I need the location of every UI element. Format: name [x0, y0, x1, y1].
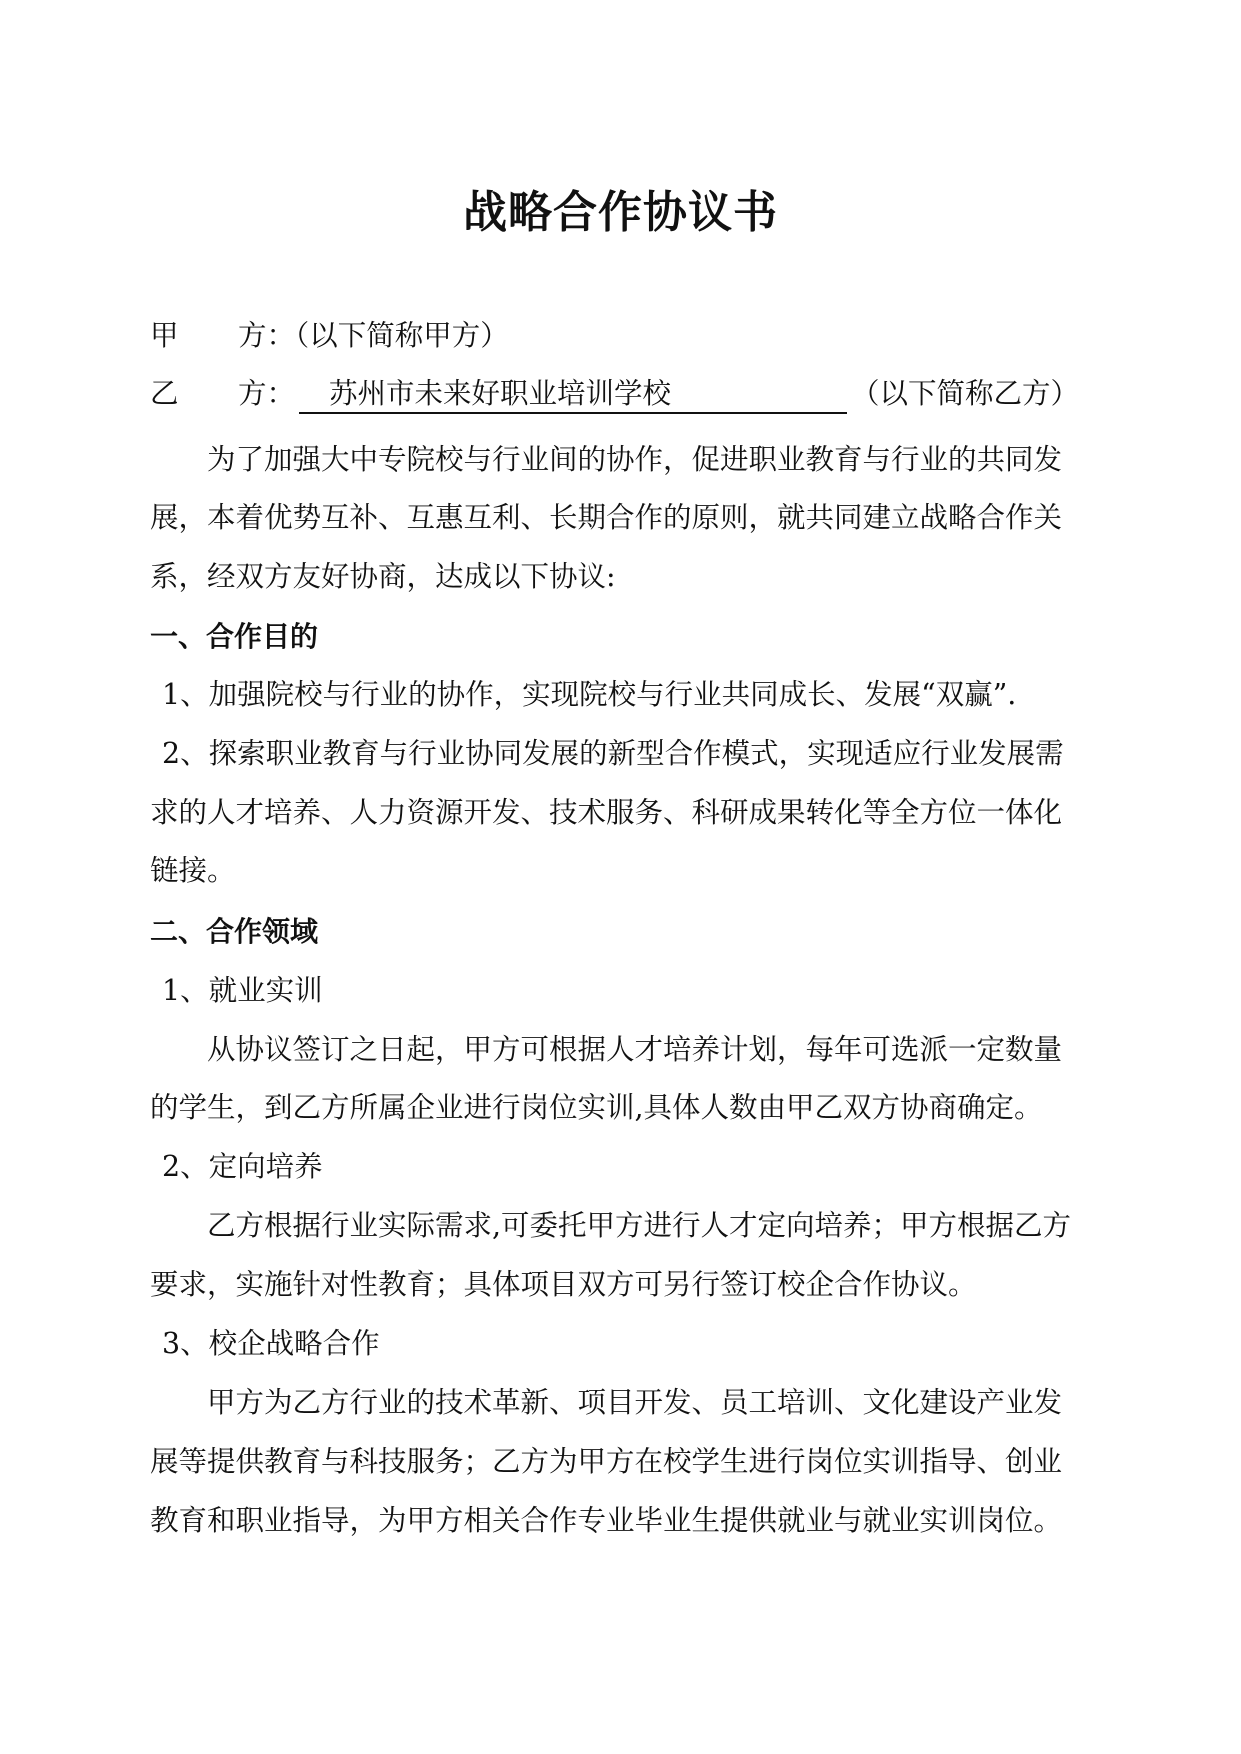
section-2-heading: 二、合作领域 [150, 915, 319, 948]
section-1-heading: 一、合作目的 [150, 620, 319, 653]
section-1-item-2-line-1: 2、探索职业教育与行业协同发展的新型合作模式，实现适应行业发展需 [162, 737, 1064, 770]
section-2-sub-1-line-2: 的学生，到乙方所属企业进行岗位实训,具体人数由甲乙双方协商确定。 [150, 1091, 1043, 1124]
party-b-label: 方： [238, 377, 296, 410]
section-1-item-1: 1、加强院校与行业的协作，实现院校与行业共同成长、发展“双赢”. [162, 678, 1017, 711]
section-2-sub-3-line-2: 展等提供教育与科技服务；乙方为甲方在校学生进行岗位实训指导、创业 [150, 1445, 1063, 1478]
section-2-sub-2-title: 2、定向培养 [162, 1150, 323, 1183]
section-2-sub-1-title: 1、就业实训 [162, 974, 323, 1007]
intro-line-2: 展，本着优势互补、互惠互利、长期合作的原则，就共同建立战略合作关 [150, 501, 1063, 534]
section-2-sub-2-line-1: 乙方根据行业实际需求,可委托甲方进行人才定向培养；甲方根据乙方 [207, 1209, 1072, 1242]
document-title: 战略合作协议书 [463, 187, 778, 238]
party-b-suffix: （以下简称乙方） [851, 377, 1080, 410]
intro-line-3: 系，经双方友好协商，达成以下协议: [150, 560, 616, 593]
section-2-sub-3-line-3: 教育和职业指导，为甲方相关合作专业毕业生提供就业与就业实训岗位。 [150, 1504, 1063, 1537]
party-b-line [150, 374, 1100, 414]
section-2-sub-2-line-2: 要求，实施针对性教育；具体项目双方可另行签订校企合作协议。 [150, 1268, 977, 1301]
party-b-key: 乙 [150, 377, 179, 410]
section-2-sub-3-line-1: 甲方为乙方行业的技术革新、项目开发、员工培训、文化建设产业发 [207, 1386, 1063, 1419]
party-a-label: 方：（以下简称甲方） [238, 319, 509, 352]
party-a-line [150, 316, 1100, 356]
intro-line-1: 为了加强大中专院校与行业间的协作，促进职业教育与行业的共同发 [207, 443, 1063, 476]
section-1-item-2-line-3: 链接。 [150, 854, 236, 887]
section-2-sub-1-line-1: 从协议签订之日起，甲方可根据人才培养计划，每年可选派一定数量 [207, 1033, 1063, 1066]
party-b-name: 苏州市未来好职业培训学校 [299, 376, 847, 414]
section-1-item-2-line-2: 求的人才培养、人力资源开发、技术服务、科研成果转化等全方位一体化 [150, 796, 1063, 829]
party-a-key: 甲 [150, 319, 179, 352]
section-2-sub-3-title: 3、校企战略合作 [162, 1327, 380, 1360]
